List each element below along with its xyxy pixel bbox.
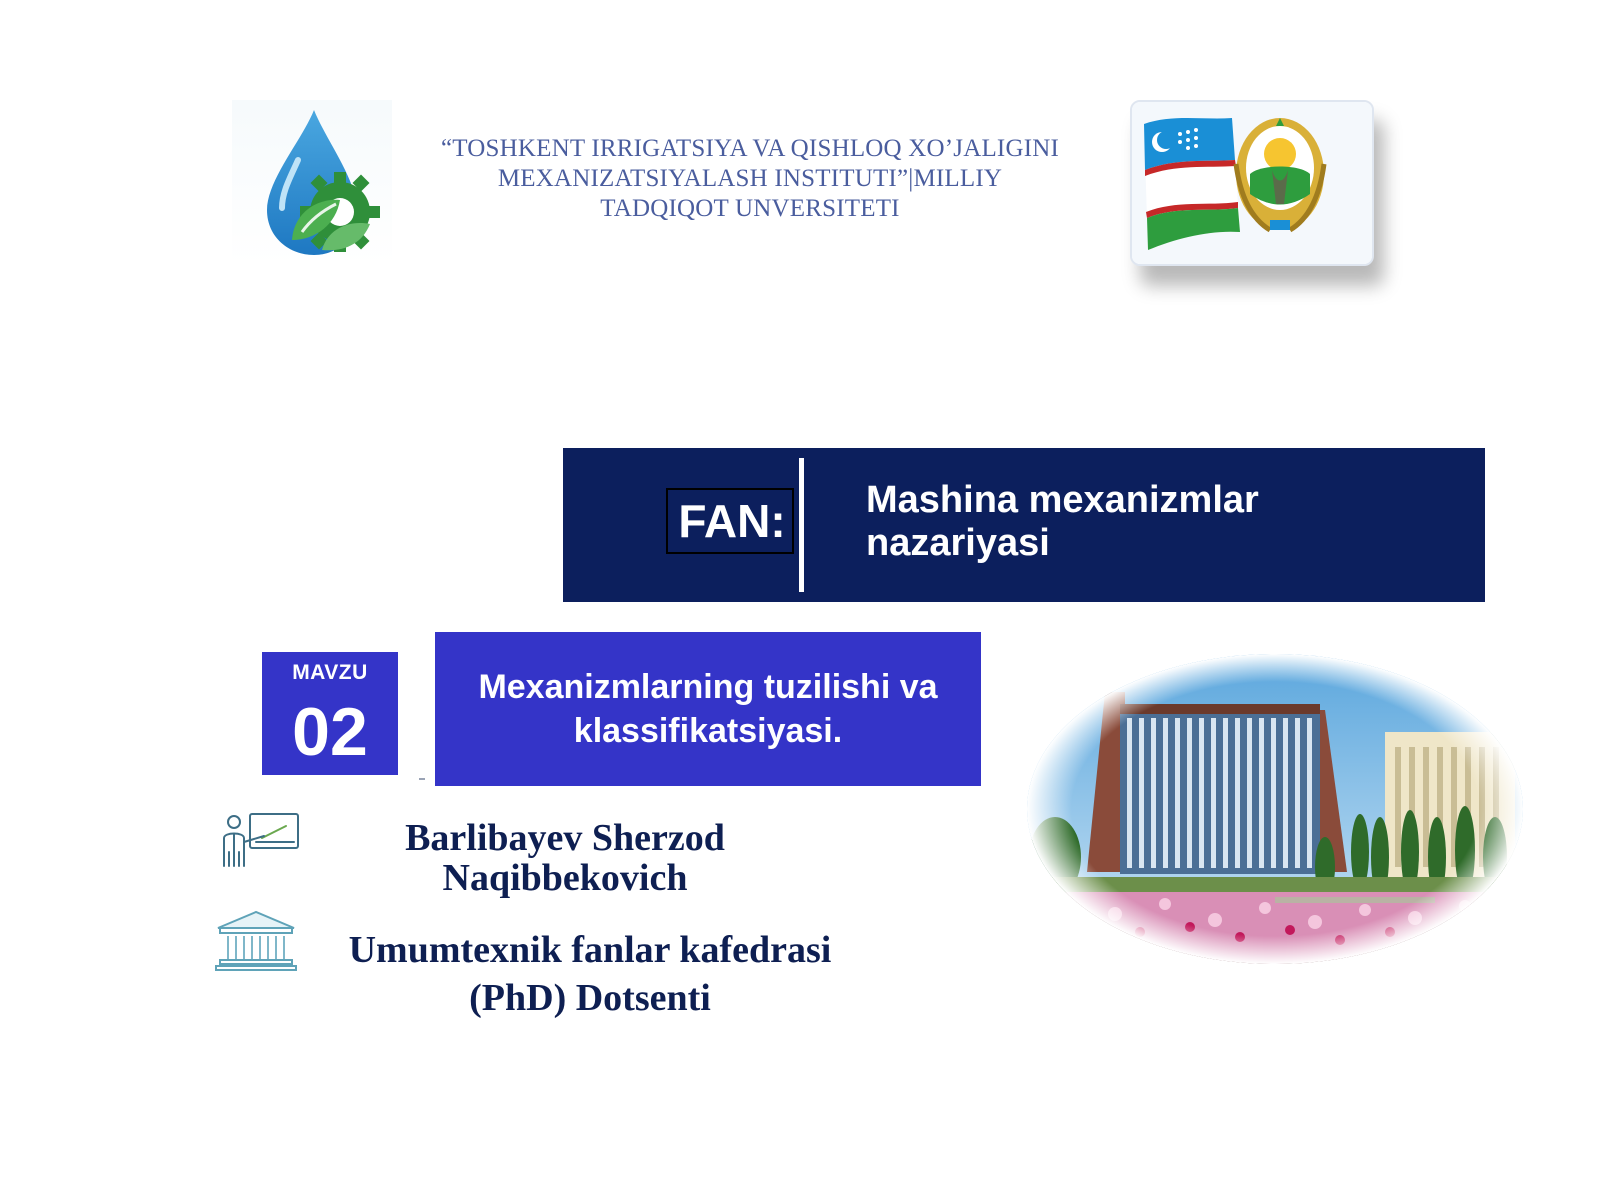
decorative-dash	[419, 778, 425, 780]
teacher-at-board-icon	[220, 812, 302, 868]
fan-subject-line-1: Mashina mexanizmlar	[866, 479, 1259, 521]
topic-box	[435, 632, 981, 786]
uzbekistan-flag-and-coat-of-arms-icon	[1132, 102, 1372, 264]
lecturer-name-line-2: Naqibbekovich	[442, 857, 688, 899]
institute-name-line-2: MEXANIZATSIYALASH INSTITUTI”|MILLIY	[497, 165, 1003, 192]
water-drop-leaf-gear-logo-icon	[232, 100, 392, 265]
fan-divider	[799, 458, 804, 592]
campus-building-photo	[1025, 652, 1525, 967]
fan-subject	[866, 479, 1426, 565]
topic-title-line-2: klassifikatsiyasi.	[573, 712, 843, 750]
fan-banner	[563, 448, 1485, 602]
lecturer-name-line-1: Barlibayev Sherzod	[405, 817, 725, 859]
institute-name	[405, 134, 1095, 224]
mavzu-number: 02	[292, 694, 368, 770]
institution-building-icon	[214, 910, 298, 972]
state-emblem-card	[1130, 100, 1374, 266]
mavzu-badge	[262, 652, 398, 775]
lecturer-name	[330, 818, 800, 898]
university-logo	[232, 100, 392, 265]
fan-label: FAN:	[666, 488, 794, 554]
topic-title-line-1: Mexanizmlarning tuzilishi va	[478, 668, 938, 706]
department-line-1: Umumtexnik fanlar kafedrasi	[348, 929, 832, 971]
institute-name-line-3: TADQIQOT UNVERSITETI	[600, 195, 900, 222]
topic-title	[448, 665, 968, 753]
institute-name-line-1: “TOSHKENT IRRIGATSIYA VA QISHLOQ XO’JALIGINI	[440, 135, 1060, 162]
mavzu-label: MAVZU	[292, 661, 368, 684]
department-line-2: (PhD) Dotsenti	[469, 977, 711, 1019]
fan-subject-line-2: nazariyasi	[866, 522, 1050, 564]
department-title	[300, 926, 880, 1022]
